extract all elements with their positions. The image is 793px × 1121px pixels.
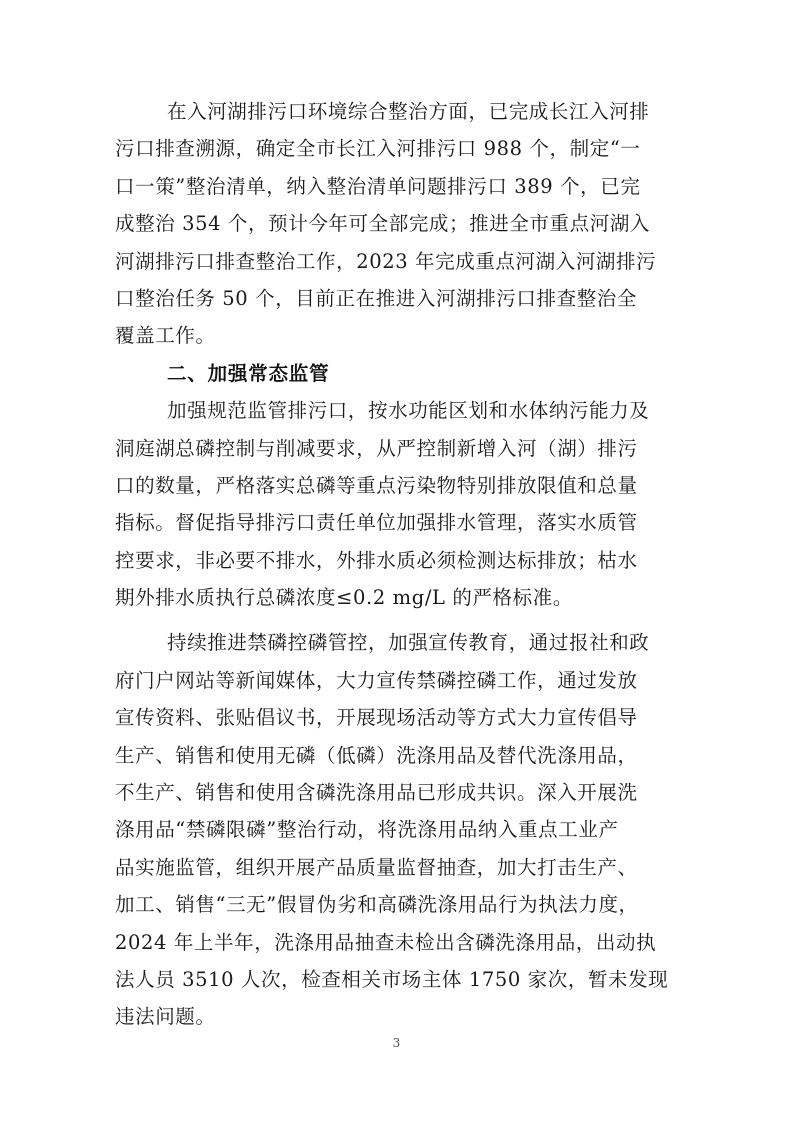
text-line: 加工、销售“三无”假冒伪劣和高磷洗涤用品行为执法力度， [115, 893, 639, 917]
paragraph-outfall-rectification [115, 93, 693, 355]
text-line: 成整治 354 个，预计今年可全部完成；推进全市重点河湖入 [115, 212, 651, 236]
text-line: 宣传资料、张贴倡议书，开展现场活动等方式大力宣传倡导 [115, 706, 638, 730]
text-line: 洞庭湖总磷控制与削减要求，从严控制新增入河（湖）排污 [115, 436, 638, 460]
section-heading: 二、加强常态监管 [167, 361, 330, 385]
document-body [115, 93, 693, 1036]
text-line: 污口排查溯源，确定全市长江入河排污口 988 个，制定“一 [115, 137, 641, 161]
text-line: 覆盖工作。 [115, 324, 216, 348]
page-number: 3 [392, 1036, 401, 1050]
paragraph-regular-supervision [115, 392, 693, 616]
text-line: 生产、销售和使用无磷（低磷）洗涤用品及替代洗涤用品， [115, 743, 638, 767]
text-line: 府门户网站等新闻媒体，大力宣传禁磷控磷工作，通过发放 [115, 668, 638, 692]
text-line: 控要求，非必要不排水，外排水质必须检测达标排放；枯水 [115, 548, 638, 572]
text-line: 持续推进禁磷控磷管控，加强宣传教育，通过报社和政 [167, 631, 650, 655]
text-line: 期外排水质执行总磷浓度≤0.2 mg/L 的严格标准。 [115, 586, 573, 610]
text-line: 口整治任务 50 个，目前正在推进入河湖排污口排查整治全 [115, 286, 638, 310]
text-line: 口一策”整治清单，纳入整治清单问题排污口 389 个，已完 [115, 174, 641, 198]
text-line: 违法问题。 [115, 1005, 216, 1029]
text-line: 加强规范监管排污口，按水功能区划和水体纳污能力及 [167, 399, 650, 423]
text-line: 2024 年上半年，洗涤用品抽查未检出含磷洗涤用品，出动执 [115, 930, 657, 954]
paragraph-spacer [115, 616, 693, 624]
text-line: 法人员 3510 人次，检查相关市场主体 1750 家次，暂未发现 [115, 967, 669, 991]
text-line: 不生产、销售和使用含磷洗涤用品已形成共识。深入开展洗 [115, 781, 638, 805]
text-line: 品实施监管，组织开展产品质量监督抽查，加大打击生产、 [115, 855, 638, 879]
text-line: 在入河湖排污口环境综合整治方面，已完成长江入河排 [167, 100, 650, 123]
paragraph-phosphorus-control [115, 624, 693, 1035]
text-line: 涤用品“禁磷限磷”整治行动，将洗涤用品纳入重点工业产 [115, 818, 619, 842]
text-line: 口的数量，严格落实总磷等重点污染物特别排放限值和总量 [115, 473, 638, 497]
text-line: 河湖排污口排查整治工作，2023 年完成重点河湖入河湖排污 [115, 249, 657, 273]
text-line: 指标。督促指导排污口责任单位加强排水管理，落实水质管 [115, 511, 638, 535]
